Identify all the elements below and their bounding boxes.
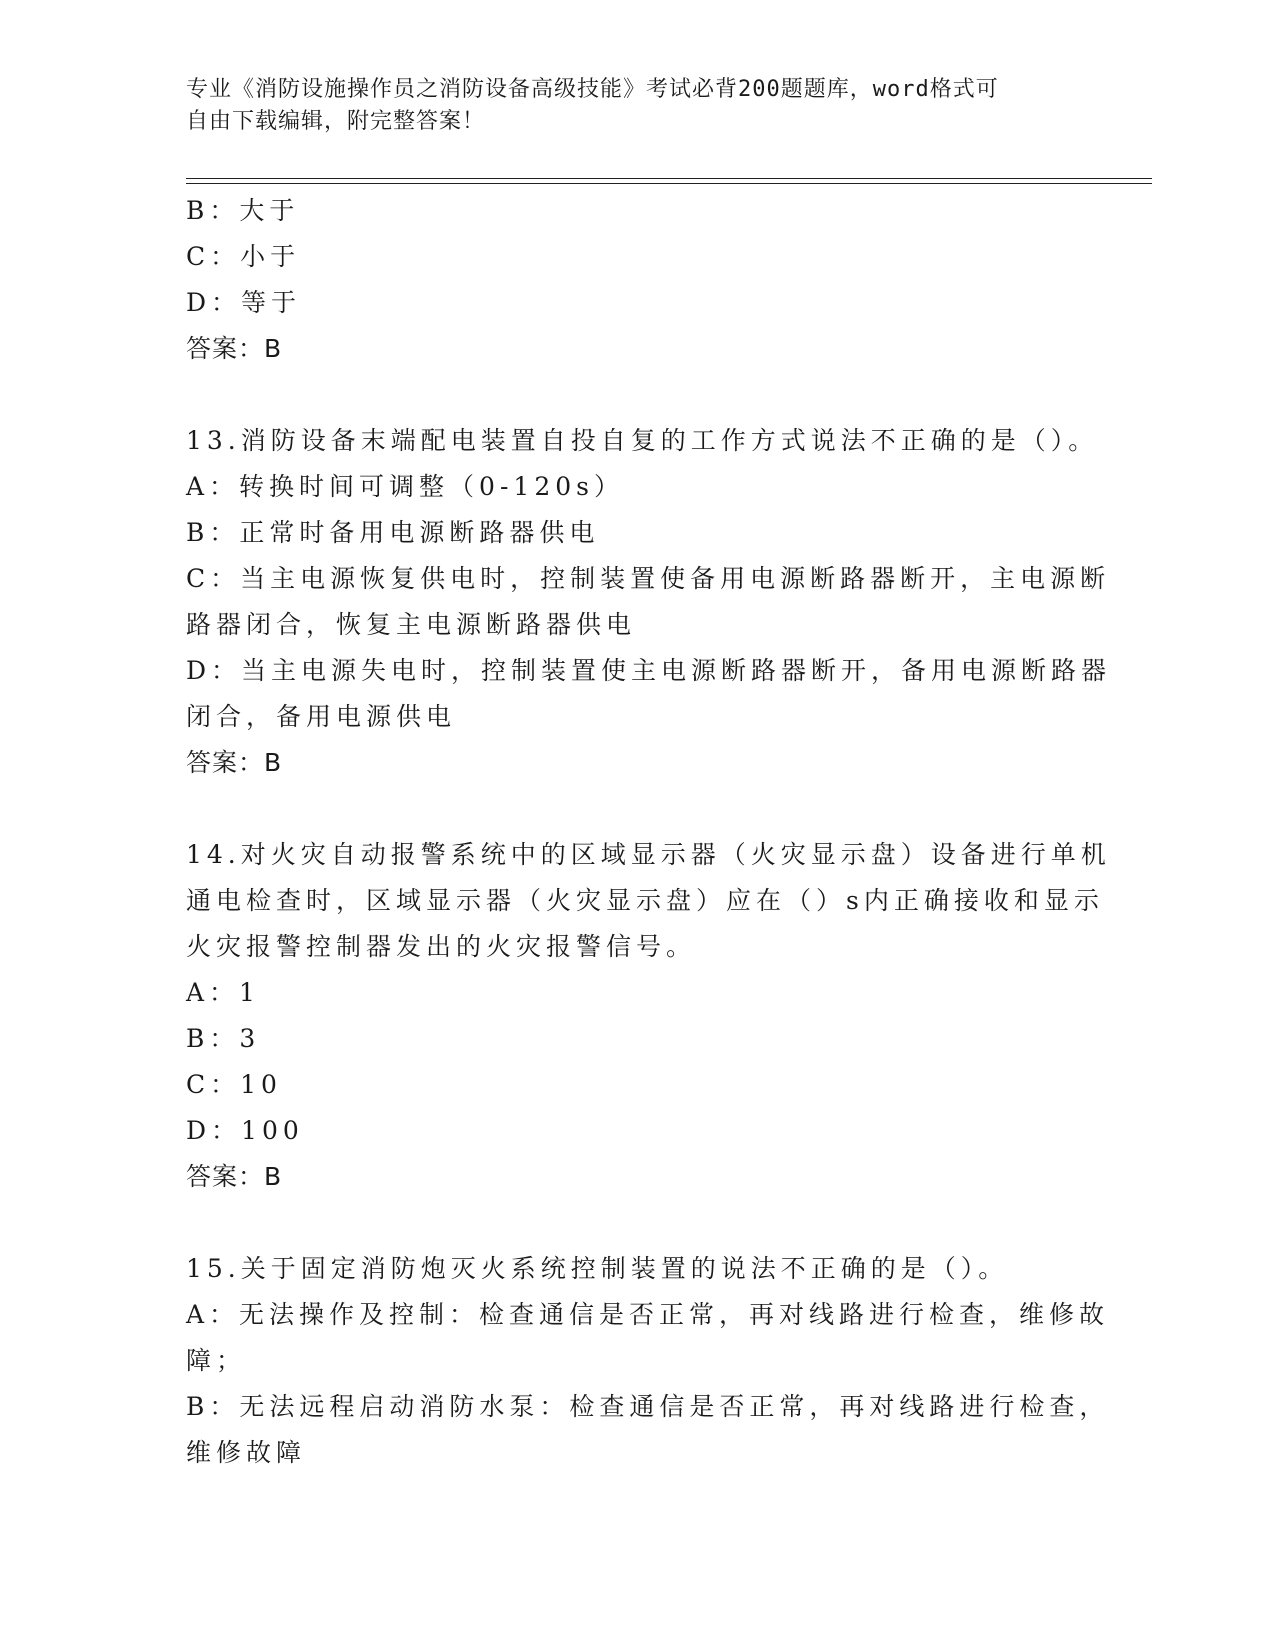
document-header — [186, 74, 1086, 138]
option-b: B：正常时备用电源断路器供电 — [186, 518, 600, 547]
question-stem: 13.消防设备末端配电装置自投自复的工作方式说法不正确的是（）。 — [186, 426, 1099, 455]
answer-line: 答案：B — [186, 748, 283, 777]
spacer — [186, 786, 1086, 832]
option-a-continued: 障； — [186, 1346, 247, 1375]
question-13 — [186, 418, 1112, 786]
spacer — [186, 1200, 1086, 1246]
option-c: C：小于 — [186, 242, 301, 271]
option-b-continued: 维修故障 — [186, 1438, 307, 1467]
option-c: C：10 — [186, 1070, 282, 1099]
answer-line: 答案：B — [186, 1162, 283, 1191]
header-rule-top — [186, 178, 1152, 179]
option-a: A：无法操作及控制：检查通信是否正常，再对线路进行检查，维修故 — [186, 1300, 1110, 1329]
spacer — [186, 372, 1086, 418]
option-d: D：100 — [186, 1116, 304, 1145]
option-d: D：等于 — [186, 288, 302, 317]
question-stem-continued: 火灾报警控制器发出的火灾报警信号。 — [186, 932, 697, 961]
question-stem: 15.关于固定消防炮灭火系统控制装置的说法不正确的是（）。 — [186, 1254, 1009, 1283]
option-b: B：无法远程启动消防水泵：检查通信是否正常，再对线路进行检查， — [186, 1392, 1110, 1421]
question-stem: 14.对火灾自动报警系统中的区域显示器（火灾显示盘）设备进行单机 — [186, 840, 1111, 869]
header-title-line-2: 自由下载编辑，附完整答案！ — [186, 109, 486, 134]
question-list — [186, 188, 1112, 1476]
question-12-tail — [186, 188, 1086, 372]
option-a: A：1 — [186, 978, 260, 1007]
option-a: A：转换时间可调整（0-120s） — [186, 472, 624, 501]
question-14 — [186, 832, 1111, 1200]
question-stem-continued: 通电检查时，区域显示器（火灾显示盘）应在（）s内正确接收和显示 — [186, 886, 1104, 915]
option-c: C：当主电源恢复供电时，控制装置使备用电源断路器断开，主电源断 — [186, 564, 1111, 593]
header-title-line-1: 专业《消防设施操作员之消防设备高级技能》考试必背200题题库，word格式可 — [186, 77, 999, 102]
header-rule-bottom — [186, 183, 1152, 184]
option-c-continued: 路器闭合，恢复主电源断路器供电 — [186, 610, 637, 639]
answer-line: 答案：B — [186, 334, 283, 363]
option-d-continued: 闭合，备用电源供电 — [186, 702, 457, 731]
option-b: B：3 — [186, 1024, 261, 1053]
option-d: D：当主电源失电时，控制装置使主电源断路器断开，备用电源断路器 — [186, 656, 1112, 685]
option-b: B：大于 — [186, 196, 300, 225]
question-15 — [186, 1246, 1110, 1476]
